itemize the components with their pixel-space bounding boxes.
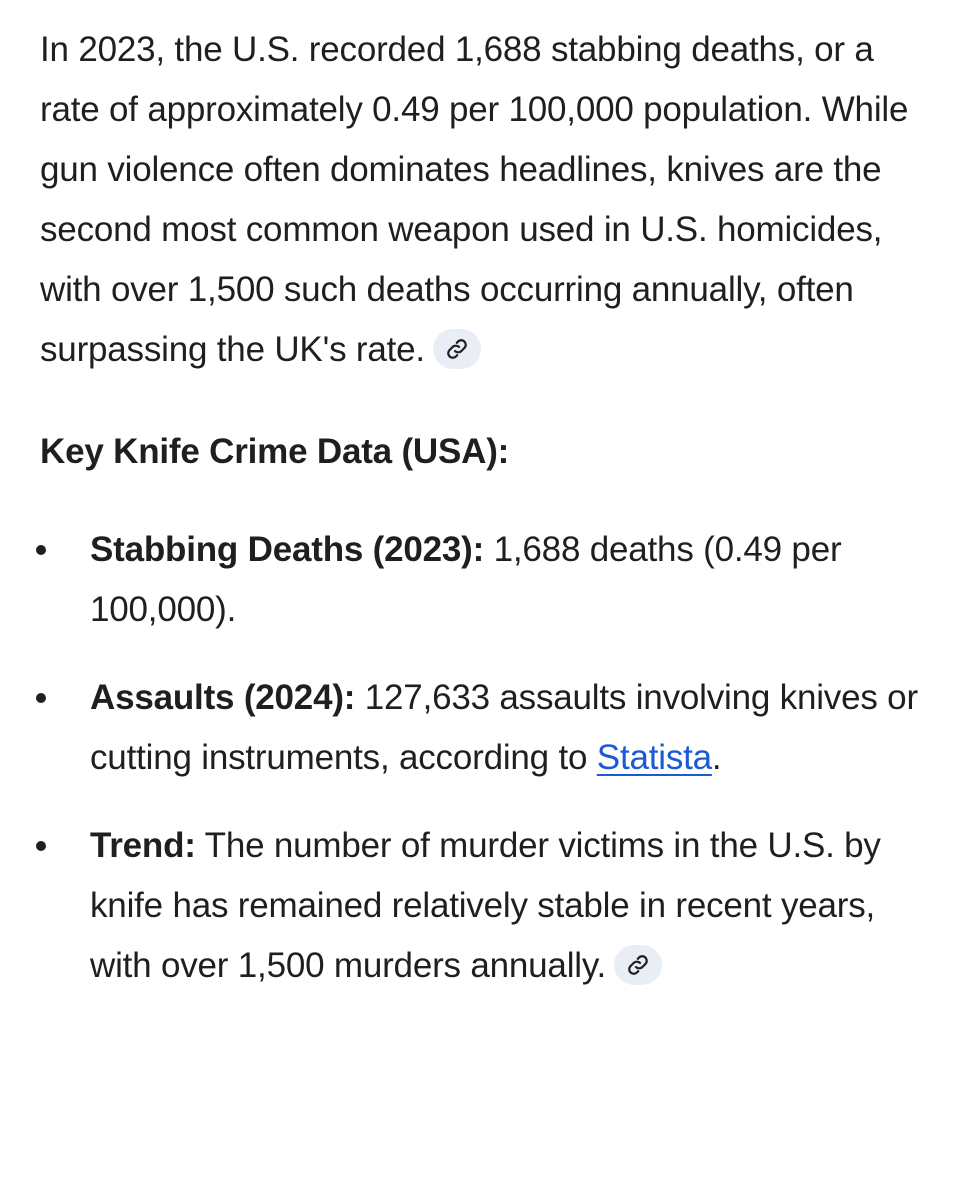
- list-item-text: 127,633 assaults involving knives or cutting instruments, according to: [90, 678, 918, 777]
- section-heading: Key Knife Crime Data (USA):: [40, 432, 510, 471]
- intro-text: In 2023, the U.S. recorded 1,688 stabbing deaths, or a rate of approximately 0.49 per 100,000 population. While gun violence often dominates headlines, knives are the second most common weapon used in U.S. homicides, with over 1,500 such deaths occurring annually, often surpassing the UK's rate.: [40, 30, 909, 369]
- list-item-text: The number of murder victims in the U.S. by knife has remained relatively stable in recent years, with over 1,500 murders annually.: [90, 826, 881, 985]
- link-icon: [626, 953, 650, 977]
- bullet-dot: [36, 693, 46, 703]
- list-item-trend: [40, 816, 931, 996]
- list-item-stabbing-deaths: [40, 520, 931, 640]
- intro-paragraph: [40, 20, 931, 380]
- bullet-dot: [36, 841, 46, 851]
- list-item-label: Trend:: [90, 826, 196, 865]
- bullet-dot: [36, 545, 46, 555]
- list-item-label: Assaults (2024):: [90, 678, 356, 717]
- source-link-chip[interactable]: [614, 945, 662, 985]
- list-item-suffix: .: [711, 738, 722, 777]
- list-item-text: 1,688 deaths (0.49 per 100,000).: [90, 530, 842, 629]
- data-list: [40, 520, 931, 996]
- source-link-chip[interactable]: [433, 329, 481, 369]
- link-icon: [445, 337, 469, 361]
- statista-link[interactable]: Statista: [596, 738, 712, 777]
- list-item-label: Stabbing Deaths (2023):: [90, 530, 485, 569]
- list-item-assaults: [40, 668, 931, 788]
